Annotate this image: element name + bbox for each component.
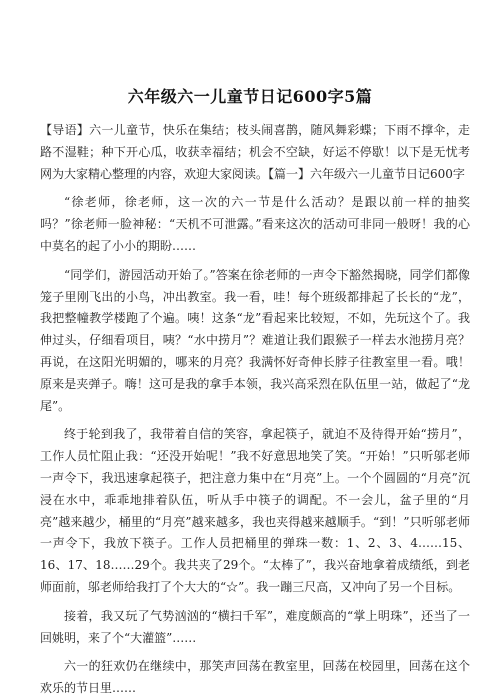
- body-paragraph: 六一的狂欢仍在继续中，那笑声回荡在教室里，回荡在校园里，回荡在这个欢乐的节日里……: [40, 659, 470, 696]
- body-paragraph: “同学们，游园活动开始了。”答案在徐老师的一声令下豁然揭晓，同学们都像笼子里刚飞出的小鸟，冲出教室。我一看，哇！每个班级都排起了长长的“龙”，我把整幢教学楼跑了个遍。咦！这条“龙”看起来比较短，不如，先玩这个了。我伸过头，仔细看项目，咦？“水中捞月”？难道让我们跟猴子一样去水池捞月亮？再说，在这阳光明媚的，哪来的月亮？我满怀好奇伸长脖子往教室里一看。哦！原来是夹弹子。嗨！这可是我的拿手本领，我兴高采烈在队伍里一站，做起了“龙尾”。: [40, 267, 470, 413]
- document-body: [40, 120, 470, 700]
- document-title: 六年级六一儿童节日记600字5篇: [127, 87, 373, 106]
- body-paragraph: 终于轮到我了，我带着自信的笑容，拿起筷子，就迫不及待得开始“捞月”，工作人员忙阻止我：“还没开始呢！”我不好意思地笑了笑。“开始！”只听邬老师一声令下，我迅速拿起筷子，把注意力集中在“月亮”上。一个个圆圆的“月亮”沉浸在水中，乖乖地排着队伍，听从手中筷子的调配。不一会儿，盆子里的“月亮”越来越少，桶里的“月亮”越来越多，我也夹得越来越顺手。“到！”只听邬老师一声令下，我放下筷子。工作人员把桶里的弹珠一数：1、2、3、4……15、16、17、18……29个。我共夹了29个。“太棒了”，我兴奋地拿着成绩纸，到老师面前，邬老师给我打了个大大的“☆”。我一蹦三尺高，又冲向了另一个目标。: [40, 427, 470, 594]
- body-paragraph: 接着，我又玩了气势汹汹的“横扫千军”，难度颇高的“掌上明珠”，还当了一回姚明，来了个“大灌篮”……: [40, 608, 470, 645]
- body-paragraph: “徐老师，徐老师，这一次的六一节是什么活动？是跟以前一样的抽奖吗？”徐老师一脸神秘：“天机不可泄露。”看来这次的活动可非同一般呀！我的心中莫名的起了小小的期盼……: [40, 195, 470, 253]
- intro-paragraph: 【导语】六一儿童节，快乐在集结；枝头闹喜鹊，随风舞彩蝶；下雨不撑伞，走路不湿鞋；种下开心瓜，收获幸福结；机会不空缺，好运不停歇！以下是无忧考网为大家精心整理的内容，欢迎大家阅读。【篇一】六年级六一儿童节日记600字: [40, 123, 470, 181]
